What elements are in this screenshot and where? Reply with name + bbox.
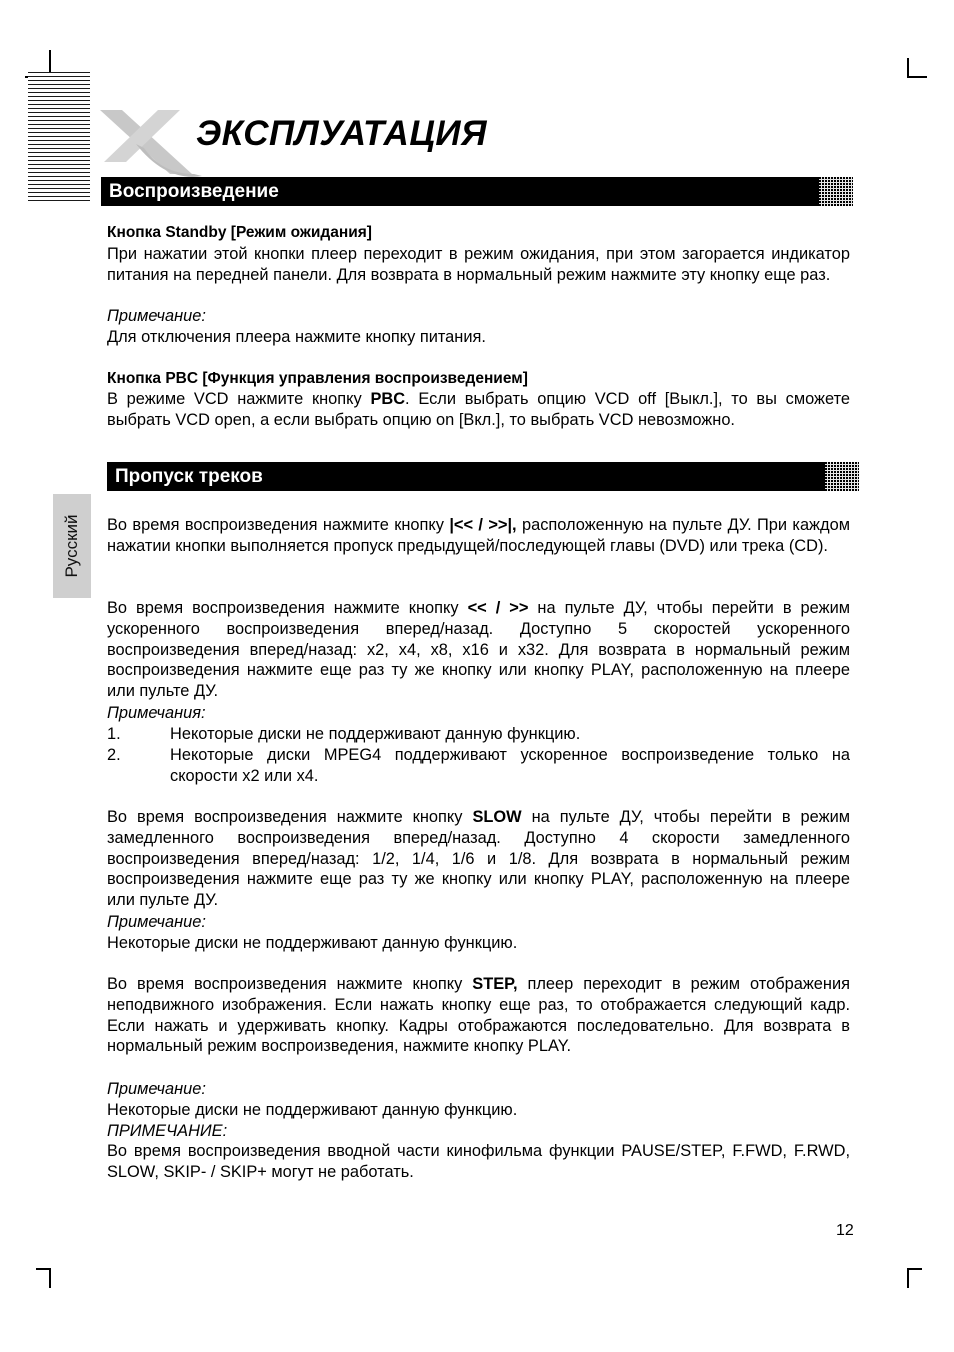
p2-key: << / >> <box>467 599 529 617</box>
pbc-heading: Кнопка PBC [Функция управления воспроизведением] <box>107 370 528 387</box>
list-item-number: 2. <box>107 746 121 764</box>
standby-text: При нажатии этой кнопки плеер переходит в режим ожидания, при этом загорается индикатор питания на передней панели. Для возврата в нормальный режим нажмите эту кнопку еще раз. <box>107 245 850 284</box>
pbc-text-before: В режиме VCD нажмите кнопку <box>107 390 371 408</box>
x-logo-icon <box>96 104 206 180</box>
section-header-label: Воспроизведение <box>109 181 279 202</box>
pbc-text <box>107 389 850 431</box>
p3-note-label: Примечание: <box>107 913 206 931</box>
page-number: 12 <box>836 1222 854 1239</box>
list-item-number: 1. <box>107 725 121 743</box>
standby-note-label: Примечание: <box>107 307 206 325</box>
pbc-text-after: . Если выбрать опцию VCD off [Выкл.], то вы сможете выбрать VCD open, а если выбрать опцию on [Вкл.], то выбрать VCD невозможно. <box>107 390 851 429</box>
p2-text-before: Во время воспроизведения нажмите кнопку <box>107 599 468 617</box>
crop-mark-bottom-left-h <box>36 1268 51 1270</box>
list-item-text: Некоторые диски не поддерживают данную функцию. <box>170 725 581 743</box>
list-item <box>107 745 850 787</box>
section-header-skip <box>107 462 859 491</box>
header-stripes <box>28 72 90 204</box>
p4-key: STEP, <box>472 975 518 993</box>
skip-paragraph-2 <box>107 598 850 702</box>
p2-text-after: на пульте ДУ, чтобы перейти в режим ускоренного воспроизведения вперед/назад. Доступно 5 скоростей ускоренного воспроизведения вперед/назад: x2, x4, x8, x16 и x32. Для возврата в нормальный режим воспроизведения нажмите еще раз ту же кнопку или кнопку PLAY, расположенную на плеере или пульте ДУ. <box>107 599 850 701</box>
p4-text-before: Во время воспроизведения нажмите кнопку <box>107 975 473 993</box>
page-title: ЭКСПЛУАТАЦИЯ <box>196 114 488 153</box>
p4-text-after: плеер переходит в режим отображения неподвижного изображения. Если нажать кнопку еще раз, то отображается следующий кадр. Если нажать и удерживать кнопку. Кадры отображаются последовательно. Для возврата в нормальный режим воспроизведения, нажмите кнопку PLAY. <box>107 975 850 1056</box>
p3-text-after: на пульте ДУ, чтобы перейти в режим замедленного воспроизведения вперед/назад. Доступно 4 скорости замедленного воспроизведения вперед/назад: 1/2, 1/4, 1/6 и 1/8. Для возврата в нормальный режим воспроизведения нажмите еще раз ту же кнопку или кнопку PLAY, расположенную на плеере или пульте ДУ. <box>107 808 850 910</box>
section-header-playback <box>101 177 853 206</box>
language-side-tab <box>53 494 91 598</box>
crop-mark-top-right-v <box>907 58 909 78</box>
p1-key: |<< / >>|, <box>449 516 517 534</box>
skip-paragraph-4 <box>107 974 850 1057</box>
p3-note-text: Некоторые диски не поддерживают данную функцию. <box>107 934 518 952</box>
crop-mark-bottom-right-v <box>907 1268 909 1288</box>
header-hatch-decoration <box>825 462 859 491</box>
crop-mark-bottom-left-v <box>49 1268 51 1288</box>
standby-heading: Кнопка Standby [Режим ожидания] <box>107 224 372 241</box>
p4-note-label: Примечание: <box>107 1080 206 1098</box>
pbc-key: PBC <box>370 390 406 408</box>
p4-note-text: Некоторые диски не поддерживают данную функцию. <box>107 1101 518 1119</box>
crop-mark-bottom-right-h <box>907 1268 922 1270</box>
language-side-tab-label: Русский <box>62 514 81 578</box>
p3-text-before: Во время воспроизведения нажмите кнопку <box>107 808 473 826</box>
list-item-text: Некоторые диски MPEG4 поддерживают ускоренное воспроизведение только на скорости x2 или x4. <box>170 746 850 785</box>
p2-note-label: Примечания: <box>107 704 206 722</box>
section-header-label: Пропуск треков <box>115 466 263 487</box>
p4-note2-text: Во время воспроизведения вводной части кинофильма функции PAUSE/STEP, F.FWD, F.RWD, SLOW, SKIP- / SKIP+ могут не работать. <box>107 1142 850 1181</box>
skip-paragraph-1 <box>107 515 850 557</box>
p3-key: SLOW <box>472 808 522 826</box>
p1-text-after: расположенную на пульте ДУ. При каждом нажатии кнопки выполняется пропуск предыдущей/последующей главы (DVD) или трека (CD). <box>107 516 850 555</box>
crop-mark-top-right-h <box>907 76 927 78</box>
standby-note-text: Для отключения плеера нажмите кнопку питания. <box>107 328 486 346</box>
header-hatch-decoration <box>819 177 853 206</box>
p4-note2-label: ПРИМЕЧАНИЕ: <box>107 1122 228 1140</box>
list-item <box>107 724 850 745</box>
skip-paragraph-3 <box>107 807 850 911</box>
p1-text-before: Во время воспроизведения нажмите кнопку <box>107 516 450 534</box>
